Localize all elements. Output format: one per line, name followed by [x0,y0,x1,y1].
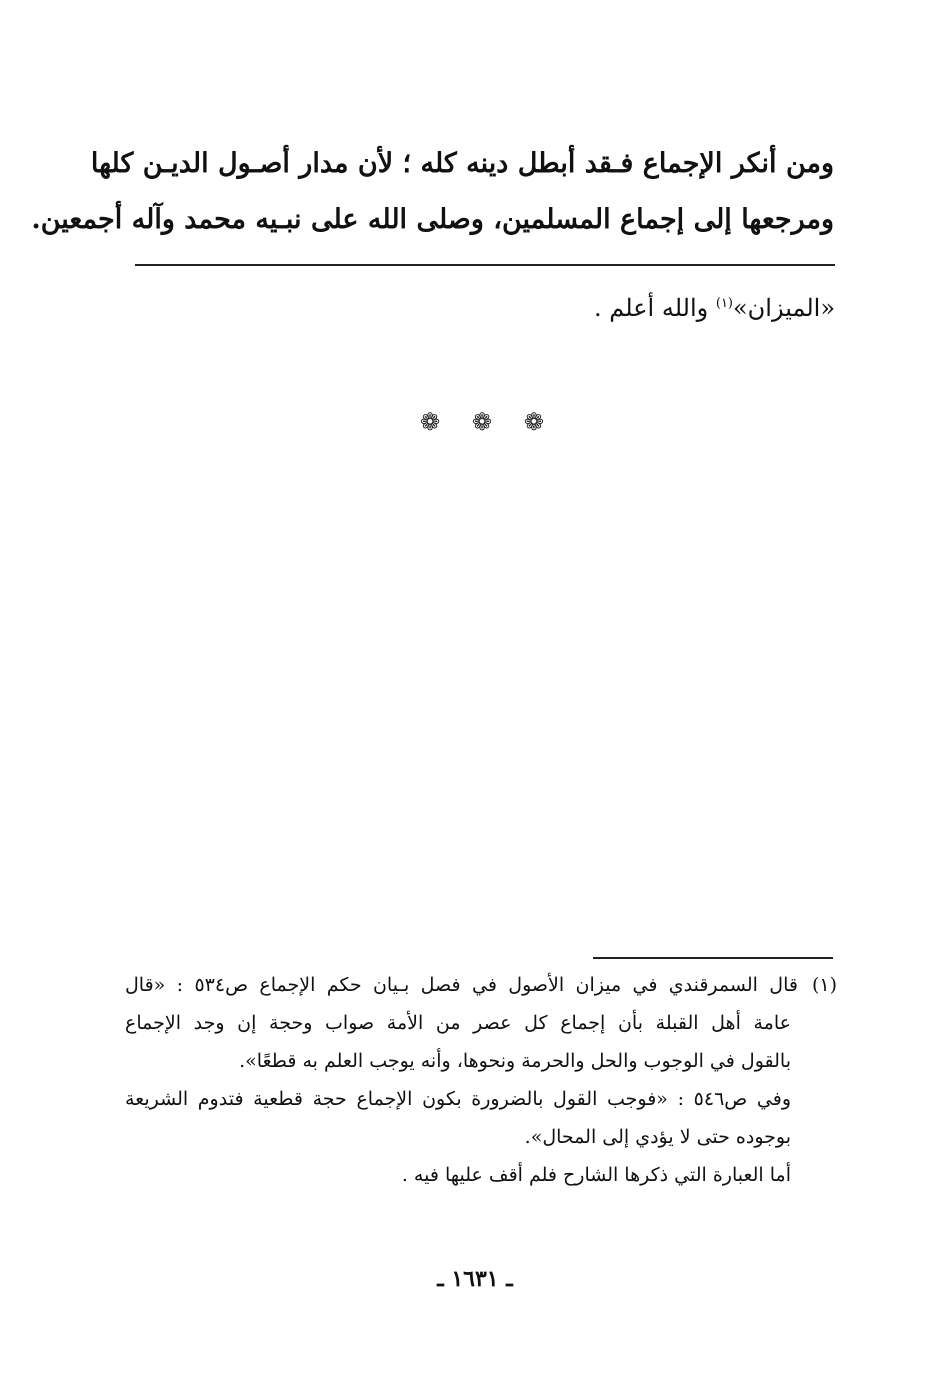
page-number: ـ ١٦٣١ ـ [437,1266,513,1292]
quote-closing: والله أعلم . [594,294,716,322]
flower-ornament-icon: ❁ [523,408,544,436]
main-line-2: ومرجعها إلى إجماع المسلمين، وصلى الله على نبـيه محمد وآله أجمعين. [31,204,834,235]
flower-ornament-icon: ❁ [471,408,493,436]
footnote-line-2: عامة أهل القبلة بأن إجماع كل عصر من الأمة صواب وحجة إن وجد الإجماع [125,1012,791,1034]
quote-line [135,282,835,330]
footnote-number: (١) [811,974,838,996]
footnotes [125,966,837,1194]
footnote-line-3: بالقول في الوجوب والحل والحرمة ونحوها، وأنه يوجب العلم به قطعًا». [239,1050,791,1072]
footnote-line-6: أما العبارة التي ذكرها الشارح فلم أقف عليها فيه . [401,1164,791,1186]
footnote-line-1: (١)قال السمرقندي في ميزان الأصول في فصل بـيان حكم الإجماع ص٥٣٤ : «قال [125,966,837,1004]
flower-ornament-icon: ❁ [420,408,441,436]
footnote-separator [593,957,833,959]
footnote-line-4: وفي ص٥٤٦ : «فوجب القول بالضرورة بكون الإجماع حجة قطعية فتدوم الشريعة [125,1088,792,1110]
quote-source: «الميزان» [733,294,835,322]
separator-rule [135,264,835,266]
main-line-1: ومن أنكر الإجماع فـقد أبطل دينه كله ؛ لأن مدار أصـول الديـن كلها [90,148,834,179]
main-paragraph [31,136,834,248]
footnote-line-5: بوجوده حتى لا يؤدي إلى المحال». [524,1126,791,1148]
footnote-reference[interactable]: (١) [715,296,733,311]
section-ornaments [420,406,544,438]
